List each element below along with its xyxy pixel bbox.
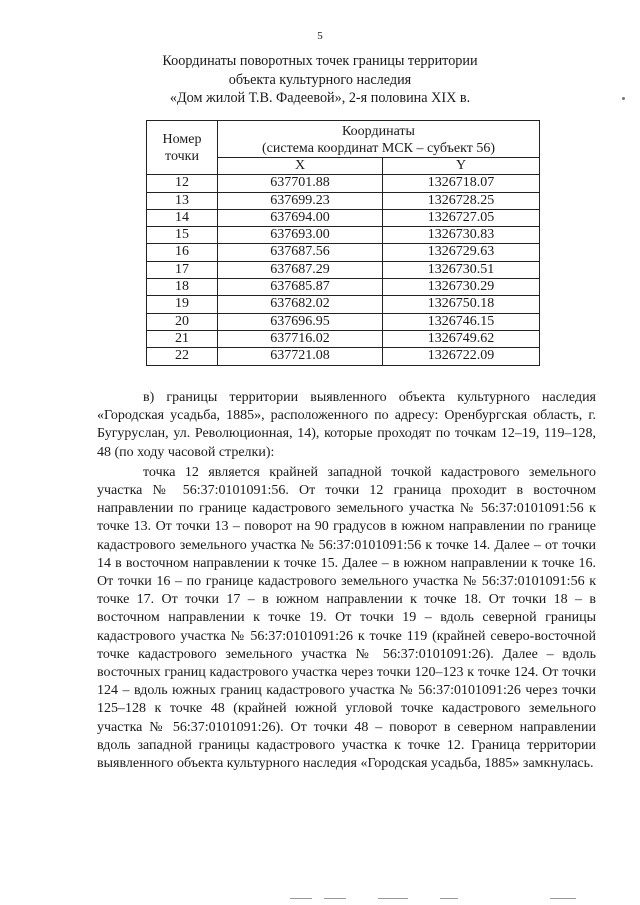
paragraph-boundary-description: точка 12 является крайней западной точкой кадастрового земельного участка № 56:37:0101091:56. От точки 12 граница проходит в восточном направлении по границе кадастрового земельного участка № 56:37:0101091:56 к точке 13. От точки 13 – поворот на 90 градусов в южном направлении по границе кадастрового земельного участка № 56:37:0101091:56 к точке 14. Далее – от точки 14 в восточном направлении к точке 15. Далее – в южном направлении к точке 16. От точки 16 – по границе кадастрового земельного участка № 56:37:0101091:56 к точке 17. От точки 17 – в южном направлении к точке 18. От точки 18 – в восточном направлении к точке 19. От точки 19 – вдоль северной границы кадастрового участка № 56:37:0101091:26 к точке 119 (крайней северо-восточной точке кадастрового земельного участка № 56:37:0101091:26). Далее – вдоль восточных границ кадастрового участка через точки 120–123 к точке 124. От точки 124 – вдоль южных границ кадастрового участка № 56:37:0101091:26 через точки 125–128 к точке 48 (крайней южной угловой точке кадастрового земельного участка № 56:37:0101091:26). От точки 48 – поворот в северном направлении вдоль западной границы кадастрового участка к точке 12. Граница территории выявленного объекта культурного наследия «Городская усадьба, 1885» замкнулась. xyxy=(97,464,596,772)
header-point-number xyxy=(147,121,218,175)
table-row xyxy=(147,192,540,209)
y-coordinate-cell: 1326727.05 xyxy=(383,209,540,226)
y-coordinate-cell: 1326728.25 xyxy=(383,192,540,209)
paragraph-boundary-intro: в) границы территории выявленного объекта культурного наследия «Городская усадьба, 1885», расположенного по адресу: Оренбургская область, г. Бугуруслан, ул. Революционная, 14), которые проходят по точкам 12–19, 119–128, 48 (по ходу часовой стрелки): xyxy=(97,390,596,460)
document-title xyxy=(60,52,580,108)
header-coordinates-line1: Координаты xyxy=(342,124,415,139)
coordinates-table-body xyxy=(147,175,540,365)
point-number-cell: 15 xyxy=(147,227,218,244)
point-number-cell: 14 xyxy=(147,209,218,226)
coordinates-table xyxy=(146,120,540,366)
x-coordinate-cell: 637693.00 xyxy=(218,227,383,244)
y-coordinate-cell: 1326730.29 xyxy=(383,279,540,296)
table-row xyxy=(147,209,540,226)
table-row xyxy=(147,330,540,347)
table-row xyxy=(147,348,540,365)
table-row xyxy=(147,227,540,244)
title-line-3: «Дом жилой Т.В. Фадеевой», 2-я половина XIX в. xyxy=(169,90,471,106)
x-coordinate-cell: 637687.56 xyxy=(218,244,383,261)
title-line-2: объекта культурного наследия xyxy=(228,71,412,88)
point-number-cell: 20 xyxy=(147,313,218,330)
x-coordinate-cell: 637699.23 xyxy=(218,192,383,209)
x-coordinate-cell: 637685.87 xyxy=(218,279,383,296)
table-row xyxy=(147,279,540,296)
y-coordinate-cell: 1326730.51 xyxy=(383,261,540,278)
y-coordinate-cell: 1326730.83 xyxy=(383,227,540,244)
point-number-cell: 13 xyxy=(147,192,218,209)
y-coordinate-cell: 1326722.09 xyxy=(383,348,540,365)
point-number-cell: 12 xyxy=(147,175,218,192)
point-number-cell: 17 xyxy=(147,261,218,278)
y-coordinate-cell: 1326750.18 xyxy=(383,296,540,313)
header-point-number-line1: Номер xyxy=(162,131,202,147)
header-coordinates-line2: (система координат МСК – субъект 56) xyxy=(262,141,495,156)
y-coordinate-cell: 1326749.62 xyxy=(383,330,540,347)
y-coordinate-cell: 1326718.07 xyxy=(383,175,540,192)
x-coordinate-cell: 637716.02 xyxy=(218,330,383,347)
point-number-cell: 22 xyxy=(147,348,218,365)
table-row xyxy=(147,296,540,313)
scan-mark xyxy=(622,97,625,100)
x-coordinate-cell: 637694.00 xyxy=(218,209,383,226)
point-number-cell: 16 xyxy=(147,244,218,261)
header-coordinates xyxy=(218,121,540,158)
header-y: Y xyxy=(383,158,540,175)
x-coordinate-cell: 637687.29 xyxy=(218,261,383,278)
table-row xyxy=(147,313,540,330)
x-coordinate-cell: 637696.95 xyxy=(218,313,383,330)
point-number-cell: 19 xyxy=(147,296,218,313)
body-text xyxy=(97,389,596,773)
point-number-cell: 21 xyxy=(147,330,218,347)
header-point-number-line2: точки xyxy=(165,148,199,164)
table-row xyxy=(147,175,540,192)
title-line-1: Координаты поворотных точек границы территории xyxy=(162,53,478,69)
table-row xyxy=(147,261,540,278)
x-coordinate-cell: 637721.08 xyxy=(218,348,383,365)
point-number-cell: 18 xyxy=(147,279,218,296)
x-coordinate-cell: 637701.88 xyxy=(218,175,383,192)
x-coordinate-cell: 637682.02 xyxy=(218,296,383,313)
header-x: X xyxy=(218,158,383,175)
y-coordinate-cell: 1326746.15 xyxy=(383,313,540,330)
y-coordinate-cell: 1326729.63 xyxy=(383,244,540,261)
page-number: 5 xyxy=(317,30,323,42)
table-row xyxy=(147,244,540,261)
footer-scan-marks xyxy=(290,896,610,902)
